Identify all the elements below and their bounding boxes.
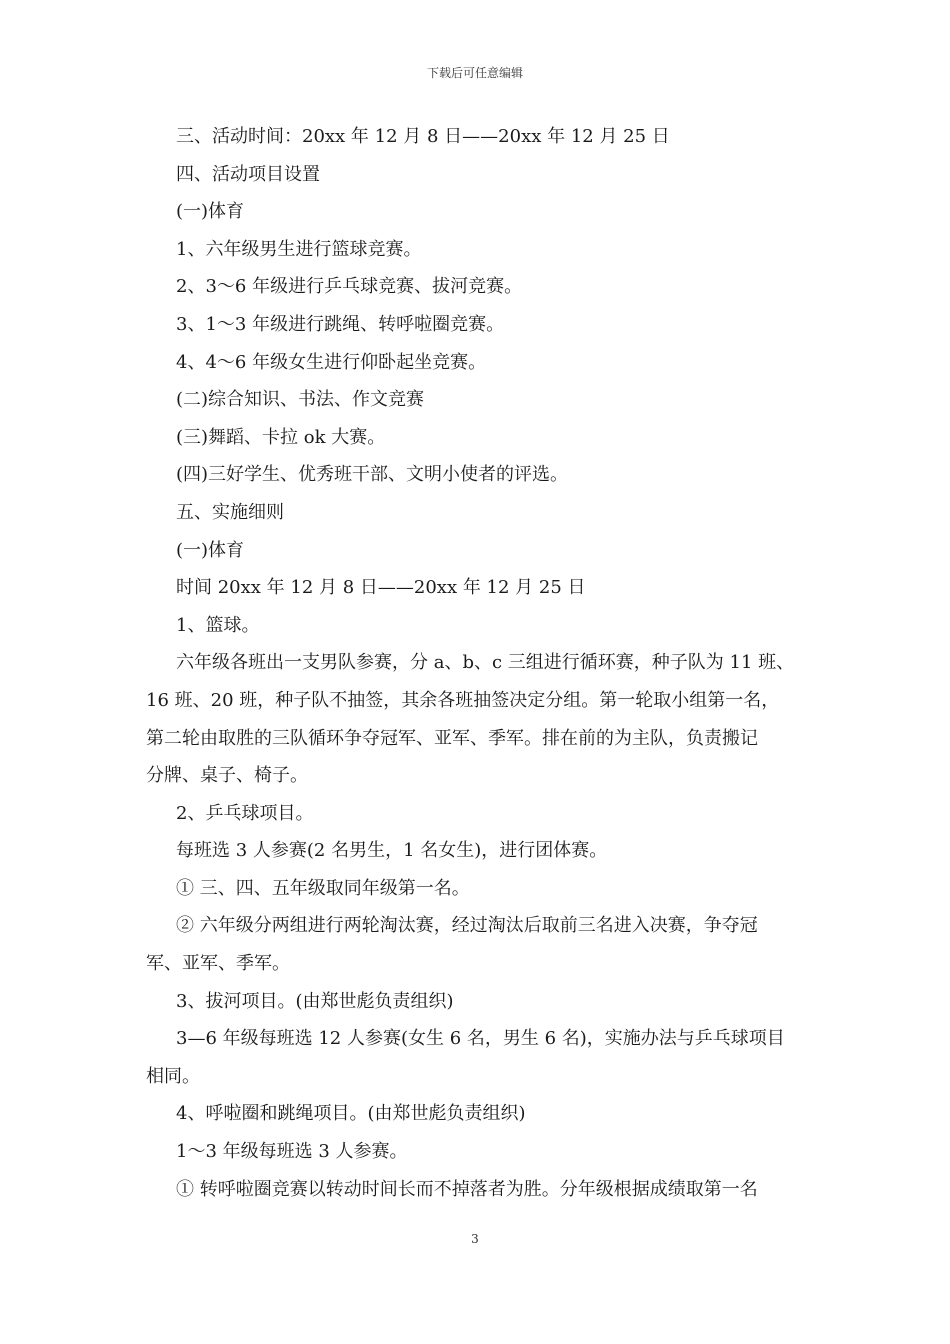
text-line: 1～3 年级每班选 3 人参赛。 bbox=[176, 1141, 408, 1163]
page-number: 3 bbox=[471, 1232, 479, 1246]
text-line: 3—6 年级每班选 12 人参赛(女生 6 名，男生 6 名)，实施办法与乒乓球项目 bbox=[176, 1028, 785, 1050]
text-line: (一)体育 bbox=[176, 201, 245, 223]
text-line: 分牌、桌子、椅子。 bbox=[146, 765, 308, 787]
page-header: 下载后可任意编辑 bbox=[426, 66, 523, 80]
text-line: 第二轮由取胜的三队循环争夺冠军、亚军、季军。排在前的为主队，负责搬记 bbox=[146, 727, 758, 749]
text-line: 四、活动项目设置 bbox=[176, 163, 320, 185]
text-line: 2、乒乓球项目。 bbox=[176, 802, 314, 824]
text-line: 16 班、20 班，种子队不抽签，其余各班抽签决定分组。第一轮取小组第一名， bbox=[146, 689, 780, 711]
text-line: 1、六年级男生进行篮球竞赛。 bbox=[176, 238, 422, 260]
text-line: 3、拔河项目。(由郑世彪负责组织) bbox=[176, 990, 454, 1012]
text-line: 五、实施细则 bbox=[176, 501, 284, 523]
text-line: (二)综合知识、书法、作文竞赛 bbox=[176, 389, 425, 411]
text-line: 六年级各班出一支男队参赛，分 a、b、c 三组进行循环赛，种子队为 11 班、 bbox=[176, 652, 795, 674]
text-line: 2、3～6 年级进行乒乓球竞赛、拔河竞赛。 bbox=[176, 276, 523, 298]
text-line: 相同。 bbox=[146, 1065, 200, 1087]
text-line: ① 三、四、五年级取同年级第一名。 bbox=[176, 877, 470, 899]
text-line: 每班选 3 人参赛(2 名男生，1 名女生)，进行团体赛。 bbox=[176, 840, 608, 862]
text-line: (三)舞蹈、卡拉 ok 大赛。 bbox=[176, 426, 386, 448]
text-line: 4、呼啦圈和跳绳项目。(由郑世彪负责组织) bbox=[176, 1103, 526, 1125]
document-body bbox=[146, 118, 816, 1208]
text-line: (一)体育 bbox=[176, 539, 245, 561]
text-line: 1、篮球。 bbox=[176, 614, 260, 636]
text-line: 3、1～3 年级进行跳绳、转呼啦圈竞赛。 bbox=[176, 313, 505, 335]
text-line: ② 六年级分两组进行两轮淘汰赛，经过淘汰后取前三名进入决赛，争夺冠 bbox=[176, 915, 758, 937]
text-line: 4、4～6 年级女生进行仰卧起坐竞赛。 bbox=[176, 351, 487, 373]
text-line: 时间 20xx 年 12 月 8 日——20xx 年 12 月 25 日 bbox=[176, 577, 586, 599]
text-line: (四)三好学生、优秀班干部、文明小使者的评选。 bbox=[176, 464, 569, 486]
text-line: 三、活动时间：20xx 年 12 月 8 日——20xx 年 12 月 25 日 bbox=[176, 126, 670, 147]
text-line: 军、亚军、季军。 bbox=[146, 953, 290, 975]
text-line: ① 转呼啦圈竞赛以转动时间长而不掉落者为胜。分年级根据成绩取第一名 bbox=[176, 1178, 758, 1200]
